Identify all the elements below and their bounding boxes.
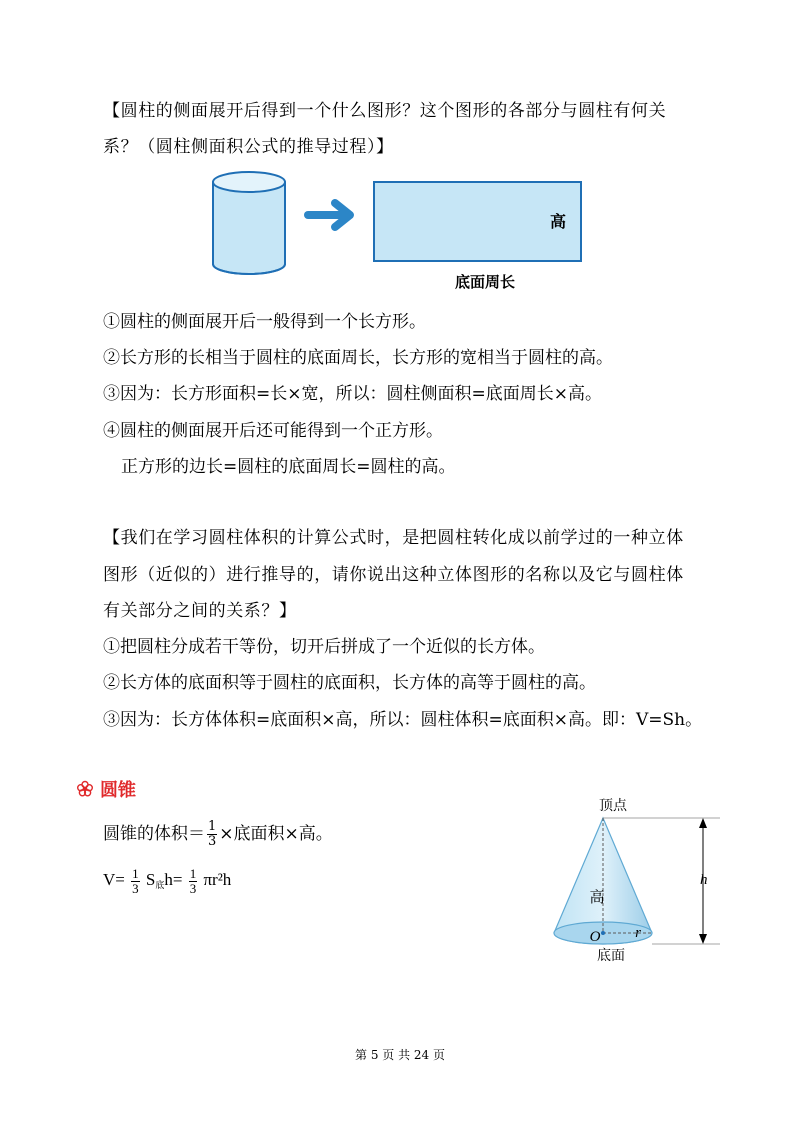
question2-line1: 【我们在学习圆柱体积的计算公式时，是把圆柱转化成以前学过的一种立体	[103, 528, 684, 548]
cone-diagram	[535, 790, 735, 970]
answer1-item-1: ①圆柱的侧面展开后一般得到一个长方形。	[103, 312, 426, 332]
apex-label: 顶点	[599, 798, 627, 814]
fraction-one-third-a	[131, 867, 140, 896]
radius-r-label: r	[635, 925, 641, 941]
cone-volume-symbolic	[103, 866, 231, 899]
cone-volume-formula	[103, 820, 333, 849]
answer1-item-2: ②长方形的长相当于圆柱的底面周长，长方形的宽相当于圆柱的高。	[103, 348, 613, 368]
h-equals: h=	[164, 870, 183, 889]
pi-r-squared-h: πr²h	[203, 870, 232, 889]
section-title: 圆锥	[100, 780, 136, 801]
fraction-denominator: 3	[132, 880, 139, 896]
h-label: h	[700, 872, 708, 888]
s-symbol: S	[145, 870, 156, 889]
center-o-label: O	[589, 929, 601, 945]
answer1-item-3: ③因为：长方形面积=长×宽，所以：圆柱侧面积=底面周长×高。	[103, 384, 602, 404]
formula-prefix: 圆锥的体积＝	[103, 824, 205, 844]
s-subscript: 底	[155, 880, 165, 890]
answer1-item-4: ④圆柱的侧面展开后还可能得到一个正方形。	[103, 421, 443, 441]
answer2-item-3: ③因为：长方体体积=底面积×高，所以：圆柱体积=底面积×高。即：V=Sh。	[103, 710, 703, 730]
question2-line3: 有关部分之间的关系？】	[103, 601, 297, 621]
answer2-item-1: ①把圆柱分成若干等份，切开后拼成了一个近似的长方体。	[103, 637, 545, 657]
question2-line2: 图形（近似的）进行推导的，请你说出这种立体图形的名称以及它与圆柱体	[103, 565, 684, 585]
arrow-right-icon	[308, 203, 350, 227]
section-heading	[76, 776, 136, 802]
question1-line2: 系？（圆柱侧面积公式的推导过程）】	[103, 137, 394, 157]
fraction-one-third	[207, 820, 217, 849]
flower-icon	[76, 780, 94, 798]
fraction-denominator: 3	[189, 880, 197, 896]
fraction-numerator: 1	[208, 819, 217, 834]
fraction-one-third-b	[189, 867, 198, 896]
answer1-item-5: 正方形的边长=圆柱的底面周长=圆柱的高。	[121, 457, 456, 477]
fraction-numerator: 1	[132, 865, 139, 881]
cone-height-label: 高	[589, 888, 605, 906]
rect-height-label: 高	[549, 212, 567, 231]
page-number-footer: 第 5 页 共 24 页	[355, 1048, 445, 1062]
center-point	[601, 931, 605, 935]
question1-line1: 【圆柱的侧面展开后得到一个什么图形？这个图形的各部分与圆柱有何关	[103, 101, 667, 121]
answer2-item-2: ②长方体的底面积等于圆柱的底面积，长方体的高等于圆柱的高。	[103, 673, 596, 693]
cylinder-shape	[213, 172, 285, 274]
fraction-numerator: 1	[189, 865, 197, 881]
formula-suffix: ×底面积×高。	[219, 824, 333, 844]
v-equals: V=	[103, 870, 125, 889]
rect-base-label: 底面周长	[454, 273, 516, 291]
cylinder-unfold-diagram	[205, 170, 605, 295]
fraction-denominator: 3	[208, 834, 217, 849]
base-label: 底面	[597, 948, 625, 964]
